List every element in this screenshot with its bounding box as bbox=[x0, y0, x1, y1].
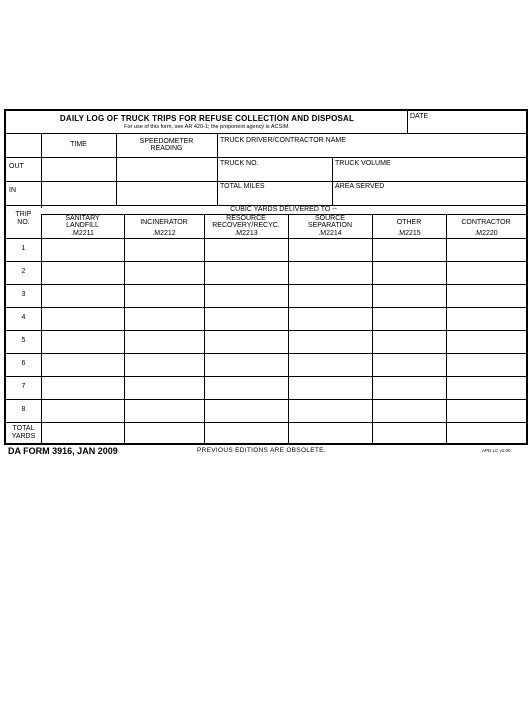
cubic-yards-cell[interactable] bbox=[206, 379, 286, 396]
trip-no-label: TRIP bbox=[15, 211, 32, 218]
cubic-yards-cell[interactable] bbox=[290, 356, 370, 373]
time-label: TIME bbox=[70, 141, 87, 148]
cubic-yards-cell[interactable] bbox=[448, 241, 524, 258]
cubic-yards-cell[interactable] bbox=[374, 402, 444, 419]
trip-number: 7 bbox=[21, 383, 26, 390]
cubic-yards-cell[interactable] bbox=[374, 264, 444, 281]
cubic-yards-cell[interactable] bbox=[374, 310, 444, 327]
cubic-yards-cell[interactable] bbox=[206, 333, 286, 350]
truck-no-label: TRUCK NO. bbox=[220, 160, 259, 167]
cubic-yards-cell[interactable] bbox=[374, 287, 444, 304]
cubic-yards-cell[interactable] bbox=[374, 333, 444, 350]
column-header: SANITARY bbox=[65, 215, 100, 222]
in-label: IN bbox=[9, 187, 16, 194]
cubic-yards-cell[interactable] bbox=[448, 379, 524, 396]
cubic-yards-cell[interactable] bbox=[448, 310, 524, 327]
cubic-yards-cell[interactable] bbox=[206, 310, 286, 327]
total-yards-label-2: YARDS bbox=[11, 433, 36, 440]
total-yards-cell[interactable] bbox=[374, 425, 444, 442]
speedometer-label-2: READING bbox=[150, 145, 183, 152]
cubic-yards-cell[interactable] bbox=[43, 241, 122, 258]
total-miles-label: TOTAL MILES bbox=[220, 183, 265, 190]
cubic-yards-cell[interactable] bbox=[290, 402, 370, 419]
out-label: OUT bbox=[9, 163, 24, 170]
obsolete-note: PREVIOUS EDITIONS ARE OBSOLETE. bbox=[197, 447, 326, 454]
divider bbox=[6, 181, 526, 182]
cubic-yards-cell[interactable] bbox=[126, 379, 202, 396]
time-out-field[interactable] bbox=[44, 166, 114, 176]
trip-number: 6 bbox=[21, 360, 26, 367]
total-yards-cell[interactable] bbox=[206, 425, 286, 442]
cubic-yards-cell[interactable] bbox=[126, 287, 202, 304]
column-code: .M2215 bbox=[397, 230, 421, 237]
cubic-yards-cell[interactable] bbox=[374, 379, 444, 396]
cubic-yards-cell[interactable] bbox=[290, 333, 370, 350]
divider bbox=[407, 111, 408, 133]
cubic-yards-cell[interactable] bbox=[448, 402, 524, 419]
cubic-yards-cell[interactable] bbox=[290, 287, 370, 304]
cubic-yards-cell[interactable] bbox=[206, 241, 286, 258]
divider bbox=[6, 157, 41, 158]
column-code: .M2214 bbox=[318, 230, 342, 237]
trip-no-label-2: NO. bbox=[17, 219, 30, 226]
driver-name-field[interactable] bbox=[220, 147, 520, 156]
divider bbox=[217, 133, 218, 205]
column-header: OTHER bbox=[396, 219, 422, 226]
form-title: DAILY LOG OF TRUCK TRIPS FOR REFUSE COLLECTION AND DISPOSAL bbox=[59, 114, 355, 123]
column-code: .M2211 bbox=[71, 230, 94, 237]
divider bbox=[41, 157, 526, 158]
column-header: SEPARATION bbox=[307, 222, 353, 229]
cubic-yards-cell[interactable] bbox=[43, 402, 122, 419]
truck-trip-log-form bbox=[4, 109, 528, 445]
column-header: RECOVERY/RECYC. bbox=[212, 222, 280, 229]
column-header: SOURCE bbox=[315, 215, 345, 222]
cubic-yards-cell[interactable] bbox=[43, 333, 122, 350]
trip-number: 1 bbox=[21, 245, 26, 252]
total-yards-cell[interactable] bbox=[126, 425, 202, 442]
cubic-yards-cell[interactable] bbox=[126, 264, 202, 281]
column-code: .M2220 bbox=[474, 230, 498, 237]
column-header: LANDFILL bbox=[66, 222, 99, 229]
area-served-field[interactable] bbox=[335, 193, 520, 202]
column-header: CONTRACTOR bbox=[461, 219, 511, 226]
cubic-yards-cell[interactable] bbox=[448, 356, 524, 373]
form-number: DA FORM 3916, JAN 2009 bbox=[8, 446, 118, 456]
cubic-yards-cell[interactable] bbox=[126, 402, 202, 419]
time-in-field[interactable] bbox=[44, 190, 114, 200]
speedometer-label: SPEEDOMETER bbox=[139, 138, 194, 145]
cubic-yards-cell[interactable] bbox=[448, 287, 524, 304]
divider bbox=[6, 307, 526, 308]
cubic-yards-cell[interactable] bbox=[126, 333, 202, 350]
total-yards-cell[interactable] bbox=[448, 425, 524, 442]
speedometer-in-field[interactable] bbox=[119, 190, 214, 200]
trip-number: 5 bbox=[21, 337, 26, 344]
cubic-yards-cell[interactable] bbox=[126, 241, 202, 258]
cubic-yards-label: CUBIC YARDS DELIVERED TO -- bbox=[230, 206, 337, 213]
version-label: APD LC v1.00 bbox=[482, 448, 511, 453]
total-yards-cell[interactable] bbox=[43, 425, 122, 442]
form-subtitle: For use of this form, see AR 420-1; the proponent agency is ACSIM. bbox=[124, 124, 290, 130]
truck-volume-label: TRUCK VOLUME bbox=[335, 160, 391, 167]
divider bbox=[6, 330, 526, 331]
cubic-yards-cell[interactable] bbox=[43, 310, 122, 327]
speedometer-out-field[interactable] bbox=[119, 166, 214, 176]
cubic-yards-cell[interactable] bbox=[206, 356, 286, 373]
cubic-yards-cell[interactable] bbox=[206, 287, 286, 304]
cubic-yards-cell[interactable] bbox=[43, 356, 122, 373]
column-code: .M2212 bbox=[152, 230, 176, 237]
divider bbox=[6, 284, 526, 285]
driver-label: TRUCK DRIVER/CONTRACTOR NAME bbox=[220, 137, 346, 144]
truck-no-field[interactable] bbox=[220, 170, 330, 179]
cubic-yards-cell[interactable] bbox=[448, 333, 524, 350]
total-yards-label: TOTAL bbox=[12, 425, 35, 432]
trip-number: 2 bbox=[21, 268, 26, 275]
cubic-yards-cell[interactable] bbox=[290, 241, 370, 258]
date-field[interactable] bbox=[410, 122, 522, 132]
cubic-yards-cell[interactable] bbox=[374, 356, 444, 373]
total-yards-cell[interactable] bbox=[290, 425, 370, 442]
cubic-yards-cell[interactable] bbox=[43, 264, 122, 281]
divider bbox=[6, 376, 526, 377]
divider bbox=[6, 422, 526, 423]
cubic-yards-cell[interactable] bbox=[126, 356, 202, 373]
total-miles-field[interactable] bbox=[220, 193, 330, 202]
trip-number: 8 bbox=[21, 406, 26, 413]
column-header: RESOURCE bbox=[226, 215, 266, 222]
column-code: .M2213 bbox=[234, 230, 258, 237]
area-served-label: AREA SERVED bbox=[335, 183, 385, 190]
cubic-yards-cell[interactable] bbox=[290, 379, 370, 396]
divider bbox=[6, 238, 526, 239]
cubic-yards-cell[interactable] bbox=[43, 287, 122, 304]
date-label: DATE bbox=[410, 113, 429, 120]
cubic-yards-cell[interactable] bbox=[206, 402, 286, 419]
cubic-yards-cell[interactable] bbox=[43, 379, 122, 396]
trip-number: 3 bbox=[21, 291, 26, 298]
divider bbox=[6, 261, 526, 262]
divider bbox=[6, 399, 526, 400]
column-header: INCINERATOR bbox=[140, 219, 188, 226]
cubic-yards-cell[interactable] bbox=[290, 264, 370, 281]
divider bbox=[6, 133, 526, 134]
cubic-yards-cell[interactable] bbox=[448, 264, 524, 281]
trip-number: 4 bbox=[21, 314, 26, 321]
cubic-yards-cell[interactable] bbox=[206, 264, 286, 281]
cubic-yards-cell[interactable] bbox=[290, 310, 370, 327]
divider bbox=[6, 353, 526, 354]
cubic-yards-cell[interactable] bbox=[126, 310, 202, 327]
truck-volume-field[interactable] bbox=[335, 170, 520, 179]
cubic-yards-cell[interactable] bbox=[374, 241, 444, 258]
